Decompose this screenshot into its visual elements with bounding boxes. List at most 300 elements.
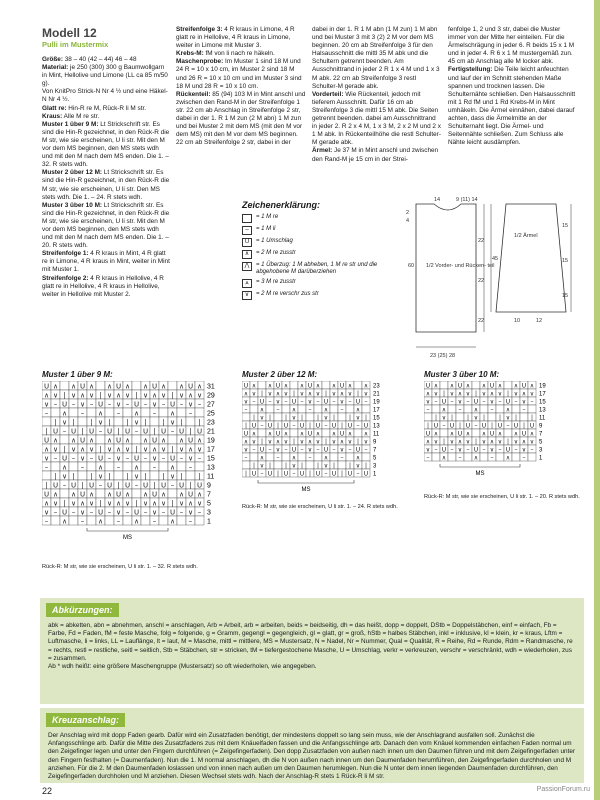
chart-symbol: ∨ (339, 446, 345, 454)
chart-symbol: ∨ (43, 454, 50, 463)
garment-schematic (396, 192, 576, 367)
schematic-label: 60 (408, 263, 415, 269)
instructions-column-3 (312, 26, 442, 164)
chart-symbol: ∧ (88, 382, 95, 391)
chart-symbol: U (283, 422, 289, 430)
chart-symbol: | (348, 462, 352, 470)
chart-symbol: – (324, 470, 328, 478)
chart-symbol: U (489, 382, 495, 390)
chart-symbol: | (530, 414, 534, 422)
chart-symbol: ∧ (43, 391, 50, 400)
paragraph-text: dabei in der 1. R 1 M abn (1 M zun) 1 M abn und bei Muster 3 mit 3 (2) 2 M vor dem MS beginnen. 20 cm ab Streifenfolge 3 für den Halsausschnitt die mittl 35 M abk und die Schultern getrennt beenden. Am Ausschnittrand in jeder 2 R 1 x 4 M und 1 x 3 M abk. 22 cm ab Streifenfolge 3 restl Schulter-M gerade abk. (312, 26, 440, 90)
chart-symbol: – (134, 481, 139, 490)
chart-cell (150, 417, 159, 426)
paragraph-text: Wie Rückenteil, jedoch mit tieferem Ausschnitt. Dafür 16 cm ab Streifenfolge 3 die mittl 15 M abk. Die Seiten getrennt beenden. dabei am Ausschnittrand in jeder 2. R 2 x 4 M, 1 x 3 M, 2 x 2 M und 2 x 1 M abk. In Rückenteilhöhe die restl Schulter-M gerade abk. (312, 90, 441, 147)
schematic-label: 2 (406, 210, 410, 216)
chart-symbol: U (97, 454, 104, 463)
instruction-paragraph (42, 275, 170, 299)
chart-symbol: ∨ (363, 390, 369, 398)
chart-symbol: U (339, 382, 345, 390)
chart-symbol: | (324, 390, 328, 398)
paragraph-text: 4 R kraus in Mint, 4 R glatt re in Limone, 4 R kraus in Mint, weiter in Mint mit Muster 1. (42, 250, 170, 274)
chart-cell (177, 516, 186, 525)
legend-row (242, 238, 392, 247)
chart-cell (78, 471, 87, 480)
chart-symbol: – (179, 508, 184, 517)
chart-symbol: – (276, 406, 280, 414)
paragraph-text: Alle M re str. (62, 112, 100, 120)
chart-symbol: | (63, 499, 66, 508)
chart-symbol: ∧ (299, 382, 305, 390)
chart-symbol: U (43, 436, 50, 445)
chart-symbol: ∨ (97, 418, 104, 427)
chart-symbol: – (116, 409, 121, 418)
chart-symbol: U (178, 481, 185, 490)
chart-symbol: – (332, 398, 336, 406)
paragraph-heading: Fertigstellung: (448, 66, 493, 74)
chart-symbol: – (332, 446, 336, 454)
chart-cell (362, 405, 370, 413)
chart-cell (123, 516, 132, 525)
schematic-label: 15 (562, 258, 569, 264)
chart-symbol: ∧ (133, 409, 140, 418)
chart-cell (159, 408, 168, 417)
chart-symbol: – (107, 454, 112, 463)
chart-cell (298, 453, 306, 461)
chart-cell (42, 417, 51, 426)
chart-symbol: ∧ (151, 499, 158, 508)
chart-symbol: ∨ (70, 445, 77, 454)
chart-cell (362, 453, 370, 461)
chart-symbol: ∧ (178, 490, 185, 499)
chart-symbol: U (529, 422, 535, 430)
chart-symbol: ∧ (441, 454, 447, 462)
chart-symbol: ∧ (187, 391, 194, 400)
chart-cell (464, 453, 472, 461)
chart-symbol: | (117, 481, 120, 490)
chart-symbol: – (179, 454, 184, 463)
chart-symbol: ∨ (187, 400, 194, 409)
chart-symbol: ∧ (151, 391, 158, 400)
chart-cell (480, 453, 488, 461)
chart-cell (105, 516, 114, 525)
chart-symbol: U (61, 400, 68, 409)
chart-symbol: ∧ (97, 409, 104, 418)
chart-cell (448, 453, 456, 461)
schematic-label: 22 (478, 318, 485, 324)
abbreviations-heading: Abkürzungen: (46, 603, 119, 617)
chart-symbol: U (299, 470, 305, 478)
chart-symbol: | (268, 414, 272, 422)
chart-symbol: ∧ (106, 436, 113, 445)
chart-symbol: – (530, 446, 534, 454)
paragraph-text: Lt Strickschrift str. Es sind die Hin-R gezeichnet, in den Rück-R die M str, wie sie erscheinen, U li str. Mit den M vor dem MS beginnen, den MS stets wdh und mit den M nach dem MS enden. Die 1. – 32. R stets wdh. (42, 120, 170, 169)
chart-symbol: – (426, 406, 430, 414)
chart-symbol: | (198, 418, 201, 427)
chart-cell (141, 516, 150, 525)
chart-symbol: ∧ (124, 436, 131, 445)
chart-symbol: – (170, 427, 175, 436)
chart-symbol: U (307, 430, 313, 438)
chart-symbol: ∧ (61, 517, 68, 526)
chart-symbol: U (513, 422, 519, 430)
chart-symbol: – (434, 398, 438, 406)
muster-1-note: Rück-R: M str, wie sie erscheinen, U li str. 1. – 32. R stets wdh. (42, 564, 198, 570)
legend-row (242, 250, 392, 259)
chart-symbol: U (497, 422, 503, 430)
chart-symbol: – (514, 398, 518, 406)
schematic-label: 10 (514, 318, 521, 324)
chart-symbol: ∧ (196, 490, 203, 499)
chart-symbol: U (521, 430, 527, 438)
chart-symbol: | (442, 390, 446, 398)
chart-symbol: ∧ (505, 406, 511, 414)
chart-symbol: ∧ (196, 436, 203, 445)
chart-cell (314, 405, 322, 413)
chart-cell (177, 462, 186, 471)
chart-symbol: – (116, 463, 121, 472)
chart-symbol: – (300, 446, 304, 454)
chart-symbol: ∨ (339, 398, 345, 406)
chart-symbol: U (259, 446, 265, 454)
chart-symbol: ∧ (323, 454, 329, 462)
chart-symbol: U (160, 481, 167, 490)
chart-cell (456, 413, 464, 421)
chart-symbol: ∧ (529, 430, 535, 438)
chart-symbol: U (88, 481, 95, 490)
row-number-label: 31 (207, 383, 215, 391)
chart-symbol: ∨ (106, 391, 113, 400)
chart-symbol: ∧ (97, 463, 104, 472)
chart-symbol: – (152, 463, 157, 472)
schematic-label: 9 (11) 14 (456, 197, 478, 203)
chart-symbol: U (133, 508, 140, 517)
chart-symbol: U (425, 430, 431, 438)
chart-cell (290, 381, 298, 389)
chart-cell (60, 435, 69, 444)
chart-symbol: U (449, 422, 455, 430)
row-number-label: 11 (539, 415, 546, 422)
row-number-label: 9 (207, 482, 211, 490)
chart-symbol: U (363, 422, 369, 430)
chart-symbol: – (316, 398, 320, 406)
chart-symbol: – (161, 508, 166, 517)
chart-cell (123, 408, 132, 417)
chart-symbol: U (473, 398, 479, 406)
chart-symbol: ∨ (196, 445, 203, 454)
chart-symbol: | (356, 438, 360, 446)
chart-cell (51, 462, 60, 471)
chart-cell (432, 453, 440, 461)
chart-symbol: | (498, 414, 502, 422)
chart-symbol: ∨ (323, 414, 329, 422)
chart-symbol: ∨ (331, 390, 337, 398)
paragraph-heading: Rückenteil: (176, 90, 211, 98)
chart-cell (346, 405, 354, 413)
page-number: 22 (42, 786, 53, 796)
chart-symbol: ∧ (363, 382, 369, 390)
instructions-column-1 (42, 26, 170, 299)
chart-symbol: – (482, 398, 486, 406)
paragraph-text: fM von li nach re häkeln. (203, 50, 275, 58)
chart-symbol: U (425, 382, 431, 390)
chart-symbol: – (161, 400, 166, 409)
chart-symbol: – (364, 446, 368, 454)
chart-symbol: ∧ (52, 382, 59, 391)
legend-text: = 1 Überzug: 1 M abheben, 1 M re str und die abgehobene M darüberziehen (256, 262, 378, 275)
chart-symbol: ∧ (307, 390, 313, 398)
chart-symbol: U (187, 382, 194, 391)
instruction-paragraph (42, 121, 170, 170)
chart-symbol: ∧ (151, 445, 158, 454)
instruction-paragraph (312, 91, 442, 148)
chart-symbol: | (244, 470, 248, 478)
chart-symbol: ∧ (339, 390, 345, 398)
model-subtitle: Pulli im Mustermix (42, 40, 109, 49)
instruction-paragraph (448, 66, 576, 147)
chart-symbol: | (171, 445, 174, 454)
chart-symbol: | (99, 445, 102, 454)
row-number-label: 17 (373, 407, 380, 414)
chart-symbol: ∨ (283, 438, 289, 446)
chart-symbol: U (79, 490, 86, 499)
chart-symbol: U (291, 446, 297, 454)
chart-symbol: | (284, 462, 288, 470)
chart-symbol: ∨ (196, 499, 203, 508)
chart-cell (96, 489, 105, 498)
chart-symbol: ∧ (106, 382, 113, 391)
chart-symbol: | (490, 422, 494, 430)
chart-cell (464, 405, 472, 413)
schematic-label: 23 (25) 28 (430, 353, 456, 359)
chart-symbol: – (80, 409, 85, 418)
chart-symbol: ∨ (481, 438, 487, 446)
chart-symbol: | (332, 462, 336, 470)
chart-symbol: ∨ (347, 438, 353, 446)
chart-cell (306, 461, 314, 469)
legend-text: = 1 Umschlag (256, 238, 293, 244)
chart-symbol: ∨ (124, 391, 131, 400)
chart-symbol: ∨ (315, 438, 321, 446)
chart-cell (338, 461, 346, 469)
chart-symbol: ∧ (133, 463, 140, 472)
chart-symbol: – (348, 446, 352, 454)
chart-symbol: ∧ (142, 490, 149, 499)
legend-text: = 2 M re verschr zus str (256, 291, 319, 297)
chart-symbol: U (473, 446, 479, 454)
chart-symbol: U (151, 436, 158, 445)
chart-symbol: | (276, 470, 280, 478)
chart-symbol: – (514, 446, 518, 454)
chart-symbol: U (243, 382, 249, 390)
row-number-label: 5 (207, 500, 211, 508)
chart-symbol: ∨ (521, 446, 527, 454)
instruction-paragraph (176, 58, 306, 90)
chart-symbol: | (458, 422, 462, 430)
cross-cast-on-body: Der Anschlag wird mit dopp Faden gearb. Dafür wird ein Zusatzfaden benötigt, der mindestens doppelt so lang sein muss, wie der Anschlagrand ausfallen soll. Zunächst die Anfangsschlinge arb. Dafür die Mitte des Zusatzfadens zus mit dem Knäuelfaden fassen und die Anfangsschlinge arb. Danach den vom Knäuel kommenden einfachen Faden normal um den Zeigefinger legen und unter den Fingern durchführen (= Zeigefingerfaden). Den dopp Zusatzfaden von außen nach innen um den Daumen führen und mit dem Zeigefingerfaden unter den Fingern festhalten (= Daumenfaden). Nun die 1. M normal anschlagen, dh die N von außen nach innen um den Daumenfaden herumführen, den Zeigefingerfaden durchholen und M anziehen. Für die 2. M den Daumenfaden loslassen und von innen nach außen um den Daumen herumlegen. Nun die N unter dem innen liegenden Daumenfaden durchführen, den Zeigefingerfaden durchholen und M anziehen. Diesen Wechsel stets wdh. Nach der Anschlag-R stets 1 Rück-R li M str. (48, 732, 576, 781)
chart-cell (424, 413, 432, 421)
chart-symbol: – (482, 446, 486, 454)
chart-symbol: U (505, 398, 511, 406)
chart-symbol: ∨ (187, 454, 194, 463)
chart-symbol: – (188, 409, 193, 418)
chart-symbol: ∨ (251, 390, 257, 398)
instruction-paragraph (176, 26, 306, 50)
chart-symbol: U (97, 400, 104, 409)
instruction-paragraph (312, 147, 442, 163)
chart-symbol: – (324, 422, 328, 430)
chart-symbol: U (331, 470, 337, 478)
chart-symbol: U (355, 398, 361, 406)
chart-symbol: U (267, 422, 273, 430)
chart-cell (105, 408, 114, 417)
chart-symbol: | (45, 481, 48, 490)
paragraph-heading: Größe: (42, 56, 63, 63)
chart-symbol: ∧ (79, 391, 86, 400)
chart-symbol: ∧ (187, 499, 194, 508)
chart-cell (150, 471, 159, 480)
chart-symbol: ∨ (497, 390, 503, 398)
chart-cell (242, 461, 250, 469)
chart-symbol: ∧ (355, 406, 361, 414)
chart-symbol: – (308, 454, 312, 462)
paragraph-text: 38 – 40 (42 – 44) 46 – 48 (62, 56, 137, 63)
chart-symbol: – (197, 400, 202, 409)
chart-symbol: – (98, 481, 103, 490)
chart-symbol: ∨ (124, 445, 131, 454)
chart-symbol: U (465, 422, 471, 430)
chart-symbol: ∧ (178, 382, 185, 391)
schematic-label: 4 (406, 218, 410, 224)
paragraph-heading: Muster 3 über 10 M: (42, 201, 103, 209)
row-number-label: 13 (539, 407, 546, 414)
chart-symbol: U (339, 430, 345, 438)
instruction-paragraph (42, 250, 170, 274)
chart-symbol: ∧ (425, 438, 431, 446)
chart-symbol: ∧ (124, 490, 131, 499)
cross-cast-on-heading: Kreuzanschlag: (46, 713, 125, 727)
chart-symbol: U (124, 427, 131, 436)
chart-symbol: ∧ (299, 430, 305, 438)
chart-symbol: ∨ (115, 400, 122, 409)
chart-symbol: – (284, 398, 288, 406)
chart-cell (168, 381, 177, 390)
chart-cell (480, 405, 488, 413)
chart-symbol: ∨ (363, 438, 369, 446)
chart-cell (132, 489, 141, 498)
chart-symbol: | (522, 422, 526, 430)
chart-symbol: | (442, 438, 446, 446)
chart-symbol: ∨ (323, 462, 329, 470)
chart-symbol: – (442, 422, 446, 430)
chart-cell (114, 417, 123, 426)
chart-cell (177, 408, 186, 417)
chart-symbol: – (356, 470, 360, 478)
ms-label: MS (475, 471, 485, 477)
chart-cell (87, 516, 96, 525)
paragraph-text: 85 (94) 103 M in Mint anschl und zwischen den Rand-M in der Streifenfolge 1 str. 22 cm ab Anschlag in Streifenfolge 2 str, dabei in der 1. R 1 M zun (2 M abn) 1 M zun und bei Muster 2 mit dem MS (mit den M vor dem MS) mit den M vor dem MS beginnen. 22 cm ab Streifenfolge 2 str, dabei in der (176, 90, 306, 147)
paragraph-text: Im Muster 1 sind 18 M und 24 R = 10 x 10 cm, im Muster 2 sind 18 M und 26 R = 10 x 10 cm und im Muster 3 sind 18 M und 28 R = 10 x 10 cm. (176, 58, 302, 90)
chart-symbol: – (152, 409, 157, 418)
row-number-label: 19 (539, 383, 546, 390)
muster-1-chart-block (42, 370, 237, 571)
chart-symbol: ∧ (513, 382, 519, 390)
row-number-label: 17 (539, 391, 546, 398)
chart-symbol: U (43, 382, 50, 391)
chart-cell (472, 381, 480, 389)
chart-symbol: ∧ (70, 382, 77, 391)
chart-symbol: ∨ (169, 472, 176, 481)
chart-symbol: ∨ (187, 508, 194, 517)
chart-cell (87, 462, 96, 471)
chart-symbol: – (252, 446, 256, 454)
chart-symbol: ∧ (196, 382, 203, 391)
row-number-label: 23 (207, 419, 215, 427)
chart-symbol: ∧ (160, 382, 167, 391)
chart-symbol: ∧ (283, 382, 289, 390)
chart-cell (141, 462, 150, 471)
chart-symbol: U (283, 470, 289, 478)
instruction-paragraph (176, 91, 306, 148)
chart-symbol: ∨ (88, 391, 95, 400)
chart-symbol: ∨ (115, 454, 122, 463)
chart-cell (168, 435, 177, 444)
chart-cell (528, 405, 536, 413)
paragraph-heading: Streifenfolge 1: (42, 250, 89, 258)
chart-symbol: ∧ (457, 438, 463, 446)
chart-symbol: ∨ (497, 438, 503, 446)
chart-symbol: – (134, 427, 139, 436)
chart-symbol: ∧ (323, 406, 329, 414)
chart-symbol: U (160, 427, 167, 436)
chart-symbol: | (72, 418, 75, 427)
chart-cell (440, 381, 448, 389)
chart-symbol: ∧ (43, 499, 50, 508)
chart-symbol: ∨ (52, 499, 59, 508)
chart-symbol: ∨ (61, 472, 68, 481)
chart-symbol: ∨ (441, 414, 447, 422)
chart-cell (496, 405, 504, 413)
chart-symbol: U (133, 454, 140, 463)
chart-symbol: | (63, 391, 66, 400)
chart-cell (159, 462, 168, 471)
chart-symbol: ∨ (299, 390, 305, 398)
muster-2-chart-block (242, 370, 417, 511)
paragraph-heading: Muster 1 über 9 M: (42, 120, 99, 128)
chart-symbol: | (81, 427, 84, 436)
chart-symbol: U (196, 427, 203, 436)
chart-symbol: ∧ (275, 438, 281, 446)
chart-symbol: ∨ (465, 390, 471, 398)
chart-symbol: ∨ (259, 414, 265, 422)
chart-symbol: ∧ (70, 436, 77, 445)
ms-bracket (440, 464, 520, 467)
chart-symbol: | (364, 462, 368, 470)
schematic-label: 15 (562, 293, 569, 299)
watermark: PassionForum.ru (536, 786, 590, 793)
chart-symbol: | (356, 390, 360, 398)
chart-symbol: | (171, 499, 174, 508)
chart-symbol: ∨ (52, 445, 59, 454)
chart-symbol: – (340, 406, 344, 414)
chart-symbol: | (117, 427, 120, 436)
chart-symbol: ∨ (259, 462, 265, 470)
chart-cell (512, 453, 520, 461)
row-number-label: 13 (373, 423, 380, 430)
chart-cell (132, 381, 141, 390)
chart-symbol: ∧ (275, 390, 281, 398)
paragraph-text: je 250 (300) 300 g Baumwollgarn in Mint, Hellolive und Limone (LL ca 85 m/50 g). (42, 64, 168, 88)
